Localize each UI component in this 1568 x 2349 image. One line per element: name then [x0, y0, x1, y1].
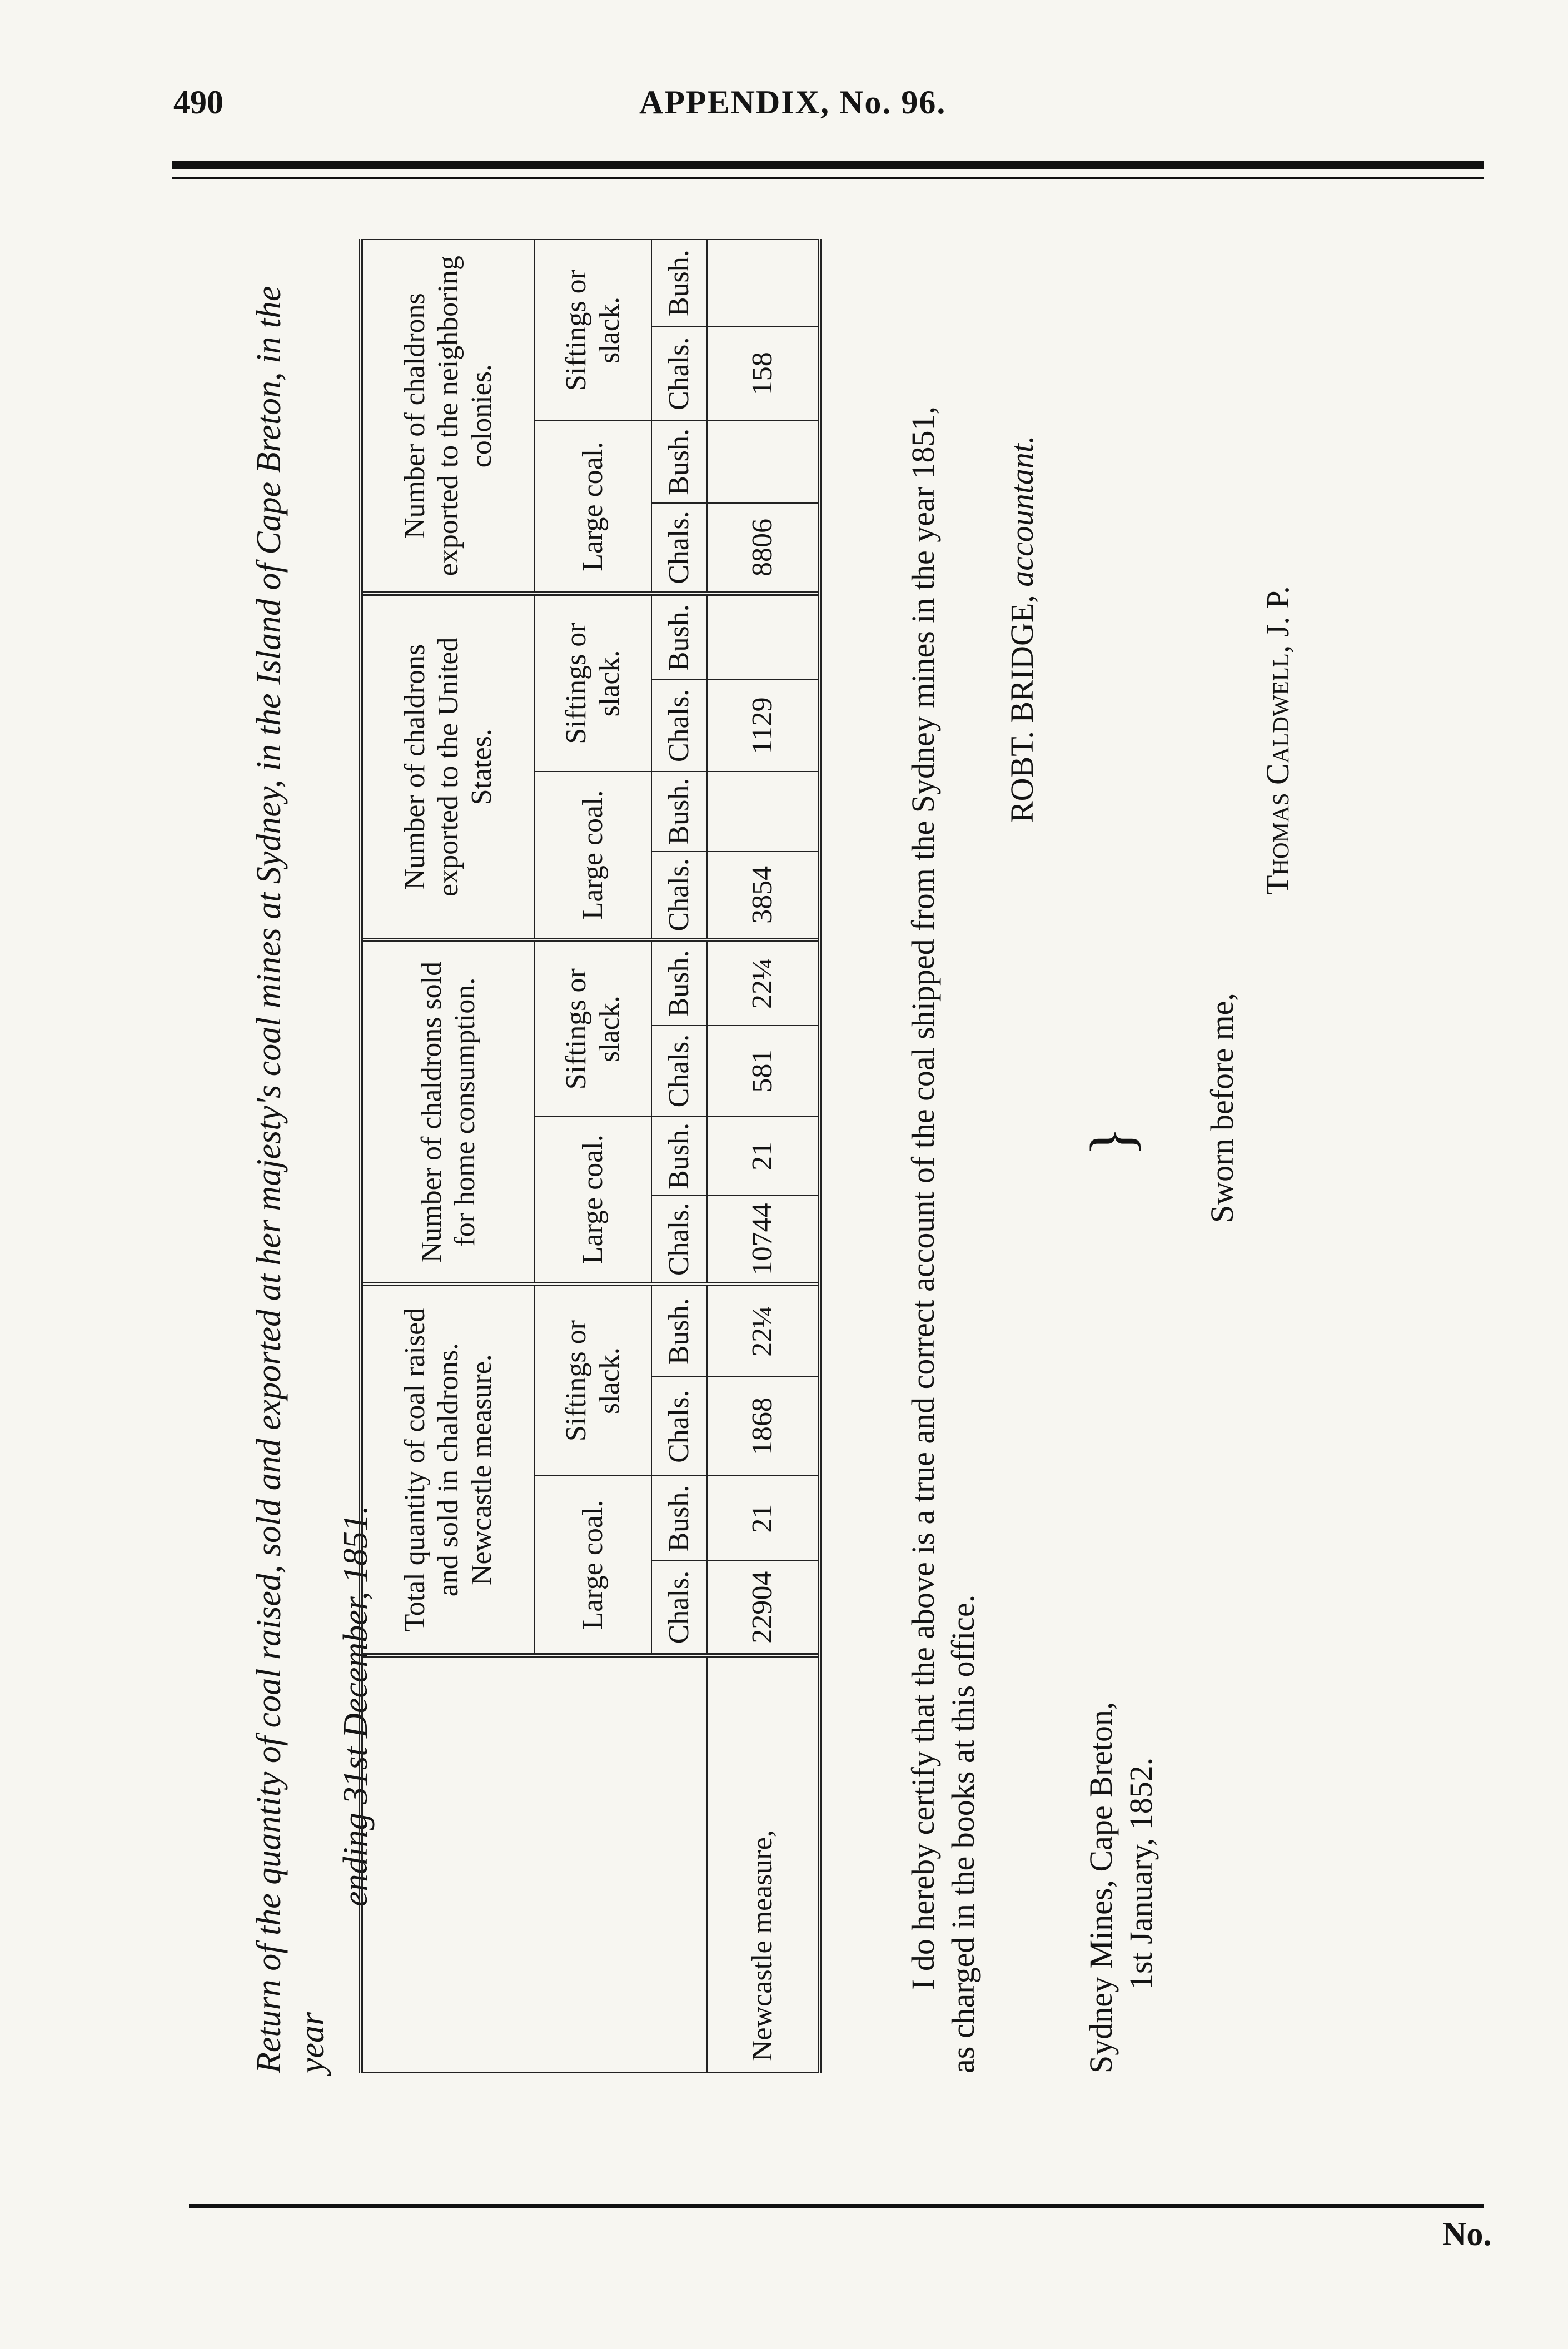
- sworn-statement: Sworn before me,: [1204, 993, 1240, 1223]
- subheader-siftings: Siftings or slack.: [535, 240, 651, 421]
- continuation-marker: No.: [1442, 2216, 1492, 2252]
- unit-chals: Chals.: [651, 1561, 707, 1655]
- value-cell: 22¼: [707, 940, 820, 1026]
- unit-bush: Bush.: [651, 772, 707, 852]
- value-cell: 158: [707, 326, 820, 421]
- group-header-total: Total quantity of coal raised and sold in chaldrons. Newcastle measure.: [361, 1284, 535, 1655]
- subheader-siftings: Siftings or slack.: [535, 940, 651, 1116]
- value-cell: 581: [707, 1026, 820, 1116]
- title-line-2: ending 31st December, 1851.: [337, 1505, 375, 1907]
- certificate-text: [903, 239, 983, 2073]
- group-header-colonies: Number of chaldrons exported to the neighboring colonies.: [361, 240, 535, 594]
- value-cell: 21: [707, 1476, 820, 1561]
- unit-bush: Bush.: [651, 594, 707, 680]
- value-cell: 10744: [707, 1196, 820, 1284]
- stub-header: [361, 1655, 707, 2073]
- accountant-signature: [1003, 436, 1041, 823]
- value-cell: 21: [707, 1116, 820, 1196]
- group-header-us: Number of chaldrons exported to the United States.: [361, 594, 535, 940]
- subheader-siftings: Siftings or slack.: [535, 594, 651, 771]
- unit-chals: Chals.: [651, 1026, 707, 1116]
- unit-bush: Bush.: [651, 1476, 707, 1561]
- subheader-large: Large coal.: [535, 1116, 651, 1284]
- unit-chals: Chals.: [651, 1196, 707, 1284]
- value-cell: 22904: [707, 1561, 820, 1655]
- brace-icon: }: [1078, 1127, 1146, 1156]
- accountant-role: accountant.: [1004, 435, 1040, 587]
- row-label: Newcastle measure,: [707, 1655, 820, 2073]
- unit-chals: Chals.: [651, 326, 707, 421]
- accountant-name: ROBT. BRIDGE,: [1004, 595, 1040, 823]
- certificate-line-1: I do hereby certify that the above is a true and correct account of the coal shipped from the Sydney mines in the year 1851,: [905, 406, 941, 1990]
- footer-rule: [189, 2204, 1484, 2208]
- unit-bush: Bush.: [651, 421, 707, 503]
- subheader-large: Large coal.: [535, 1476, 651, 1655]
- value-cell: [707, 594, 820, 680]
- coal-return-table: [359, 239, 822, 2073]
- unit-chals: Chals.: [651, 1377, 707, 1476]
- value-cell: 1129: [707, 680, 820, 771]
- justice-signature: Thomas Caldwell, J. P.: [1260, 586, 1296, 895]
- group-header-home: Number of chaldrons sold for home consumption.: [361, 940, 535, 1284]
- value-cell: [707, 240, 820, 326]
- value-cell: 8806: [707, 503, 820, 594]
- place-date-line: 1st January, 1852.: [1123, 1757, 1159, 1990]
- subheader-large: Large coal.: [535, 772, 651, 940]
- value-cell: 3854: [707, 852, 820, 940]
- certificate-line-2: as charged in the books at this office.: [945, 1594, 981, 2073]
- place-location: Sydney Mines, Cape Breton,: [1083, 1701, 1119, 2073]
- value-cell: 22¼: [707, 1284, 820, 1377]
- header-rule: [172, 161, 1484, 169]
- unit-bush: Bush.: [651, 940, 707, 1026]
- place-date: [1081, 1701, 1161, 2073]
- table-row: [707, 240, 820, 2073]
- unit-chals: Chals.: [651, 852, 707, 940]
- value-cell: [707, 421, 820, 503]
- unit-chals: Chals.: [651, 503, 707, 594]
- value-cell: [707, 772, 820, 852]
- subheader-siftings: Siftings or slack.: [535, 1284, 651, 1476]
- page-number: 490: [173, 84, 223, 121]
- rotated-content: [247, 239, 1498, 2073]
- unit-bush: Bush.: [651, 240, 707, 326]
- subheader-large: Large coal.: [535, 421, 651, 594]
- header-rule-thin: [172, 177, 1484, 179]
- value-cell: 1868: [707, 1377, 820, 1476]
- title-line-1: Return of the quantity of coal raised, sold and exported at her majesty's coal mines at Sydney, in the Island of Cape Breton, in the year: [250, 286, 331, 2073]
- running-title: APPENDIX, No. 96.: [639, 84, 947, 121]
- unit-bush: Bush.: [651, 1284, 707, 1377]
- unit-chals: Chals.: [651, 680, 707, 771]
- table-title: [247, 239, 377, 2073]
- unit-bush: Bush.: [651, 1116, 707, 1196]
